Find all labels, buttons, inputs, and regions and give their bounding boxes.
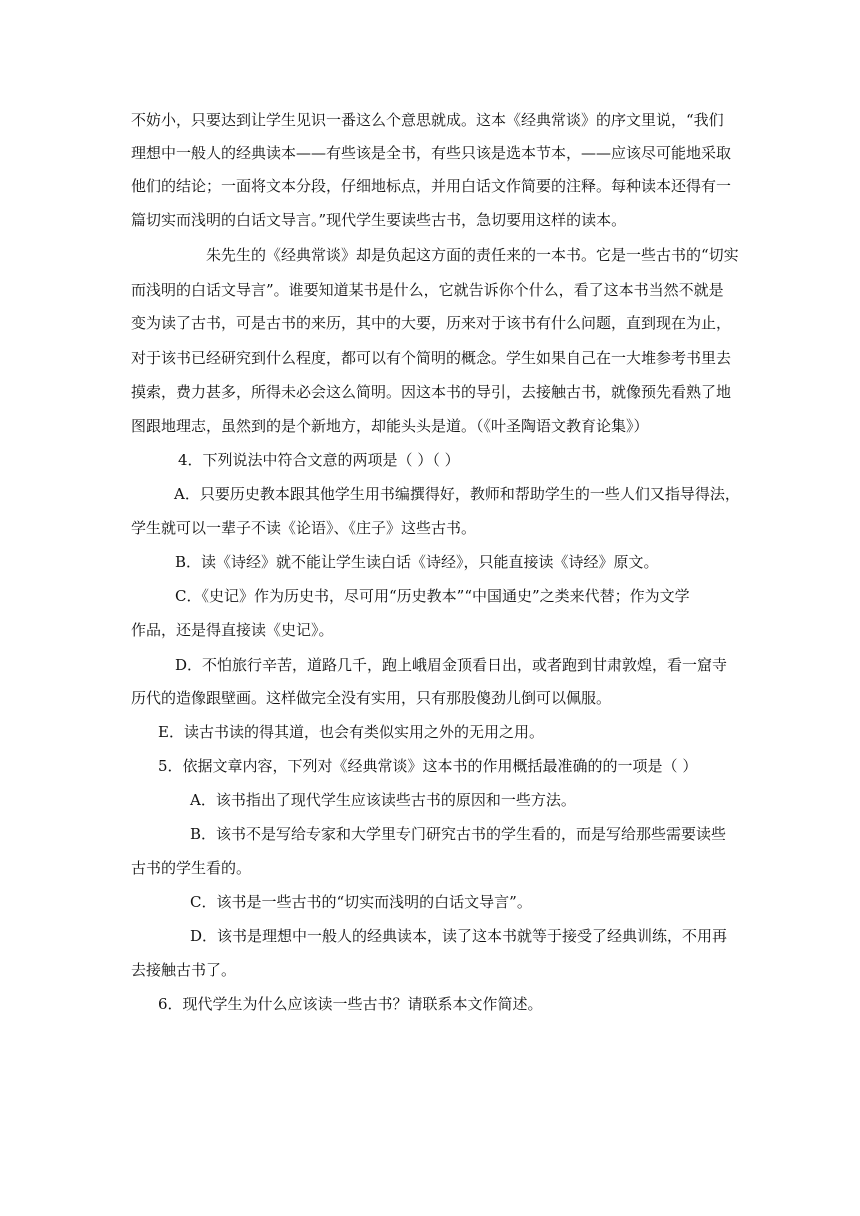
q5-option-b-cont: 古书的学生看的。 bbox=[131, 859, 252, 877]
question-5-stem: 5．依据文章内容，下列对《经典常谈》这本书的作用概括最准确的的一项是（ ） bbox=[158, 757, 698, 775]
q5-option-c: C．该书是一些古书的“切实而浅明的白话文导言”。 bbox=[190, 893, 532, 911]
passage-line: 图跟地理志，虽然到的是个新地方，却能头头是道。（《叶圣陶语文教育论集》） bbox=[131, 417, 649, 435]
q4-option-e: E．读古书读的得其道，也会有类似实用之外的无用之用。 bbox=[158, 723, 544, 741]
q4-option-d-cont: 历代的造像跟壁画。这样做完全没有实用，只有那股傻劲儿倒可以佩服。 bbox=[131, 689, 612, 707]
q5-option-d: D．该书是理想中一般人的经典读本，读了这本书就等于接受了经典训练，不用再 bbox=[190, 927, 728, 945]
q4-option-c-cont: 作品，还是得直接读《史记》。 bbox=[131, 621, 334, 639]
q4-option-d: D．不怕旅行辛苦，道路几千，跑上峨眉金顶看日出，或者跑到甘肃敦煌，看一窟寺 bbox=[175, 656, 728, 674]
q4-option-a: A．只要历史教本跟其他学生用书编撰得好，教师和帮助学生的一些人们又指导得法， bbox=[174, 485, 740, 503]
q5-option-b: B．该书不是写给专家和大学里专门研究古书的学生看的，而是写给那些需要读些 bbox=[190, 825, 727, 843]
passage-line: 理想中一般人的经典读本——有些该是全书，有些只该是选本节本，——应该尽可能地采取 bbox=[131, 144, 732, 162]
q4-option-a-cont: 学生就可以一辈子不读《论语》、《庄子》这些古书。 bbox=[131, 519, 477, 537]
q4-option-c: C．《史记》作为历史书，尽可用“历史教本”“中国通史”之类来代替；作为文学 bbox=[175, 587, 690, 605]
passage-line: 摸索，费力甚多，所得未必会这么简明。因这本书的导引，去接触古书，就像预先看熟了地 bbox=[131, 383, 732, 401]
q4-option-b: B．读《诗经》就不能让学生读白话《诗经》，只能直接读《诗经》原文。 bbox=[175, 553, 659, 571]
question-6-stem: 6．现代学生为什么应该读一些古书？请联系本文作简述。 bbox=[158, 995, 543, 1013]
passage-line: 而浅明的白话文导言”。谁要知道某书是什么，它就告诉你个什么，看了这本书当然不就是 bbox=[131, 281, 724, 299]
passage-line: 他们的结论；一面将文本分段，仔细地标点，并用白话文作简要的注释。每种读本还得有一 bbox=[131, 177, 732, 195]
passage-line: 篇切实而浅明的白话文导言。”现代学生要读些古书，急切要用这样的读本。 bbox=[131, 211, 627, 229]
q5-option-d-cont: 去接触古书了。 bbox=[131, 961, 237, 979]
passage-line: 不妨小，只要达到让学生见识一番这么个意思就成。这本《经典常谈》的序文里说，“我们 bbox=[131, 111, 724, 129]
passage-line: 变为读了古书，可是古书的来历，其中的大要，历来对于该书有什么问题，直到现在为止， bbox=[131, 314, 732, 332]
q5-option-a: A．该书指出了现代学生应该读些古书的原因和一些方法。 bbox=[190, 791, 576, 809]
passage-line: 朱先生的《经典常谈》却是负起这方面的责任来的一本书。它是一些古书的“切实 bbox=[206, 246, 739, 264]
passage-line: 对于该书已经研究到什么程度，都可以有个简明的概念。学生如果自己在一大堆参考书里去 bbox=[131, 349, 732, 367]
question-4-stem: 4．下列说法中符合文意的两项是（ ）（ ） bbox=[178, 451, 460, 469]
